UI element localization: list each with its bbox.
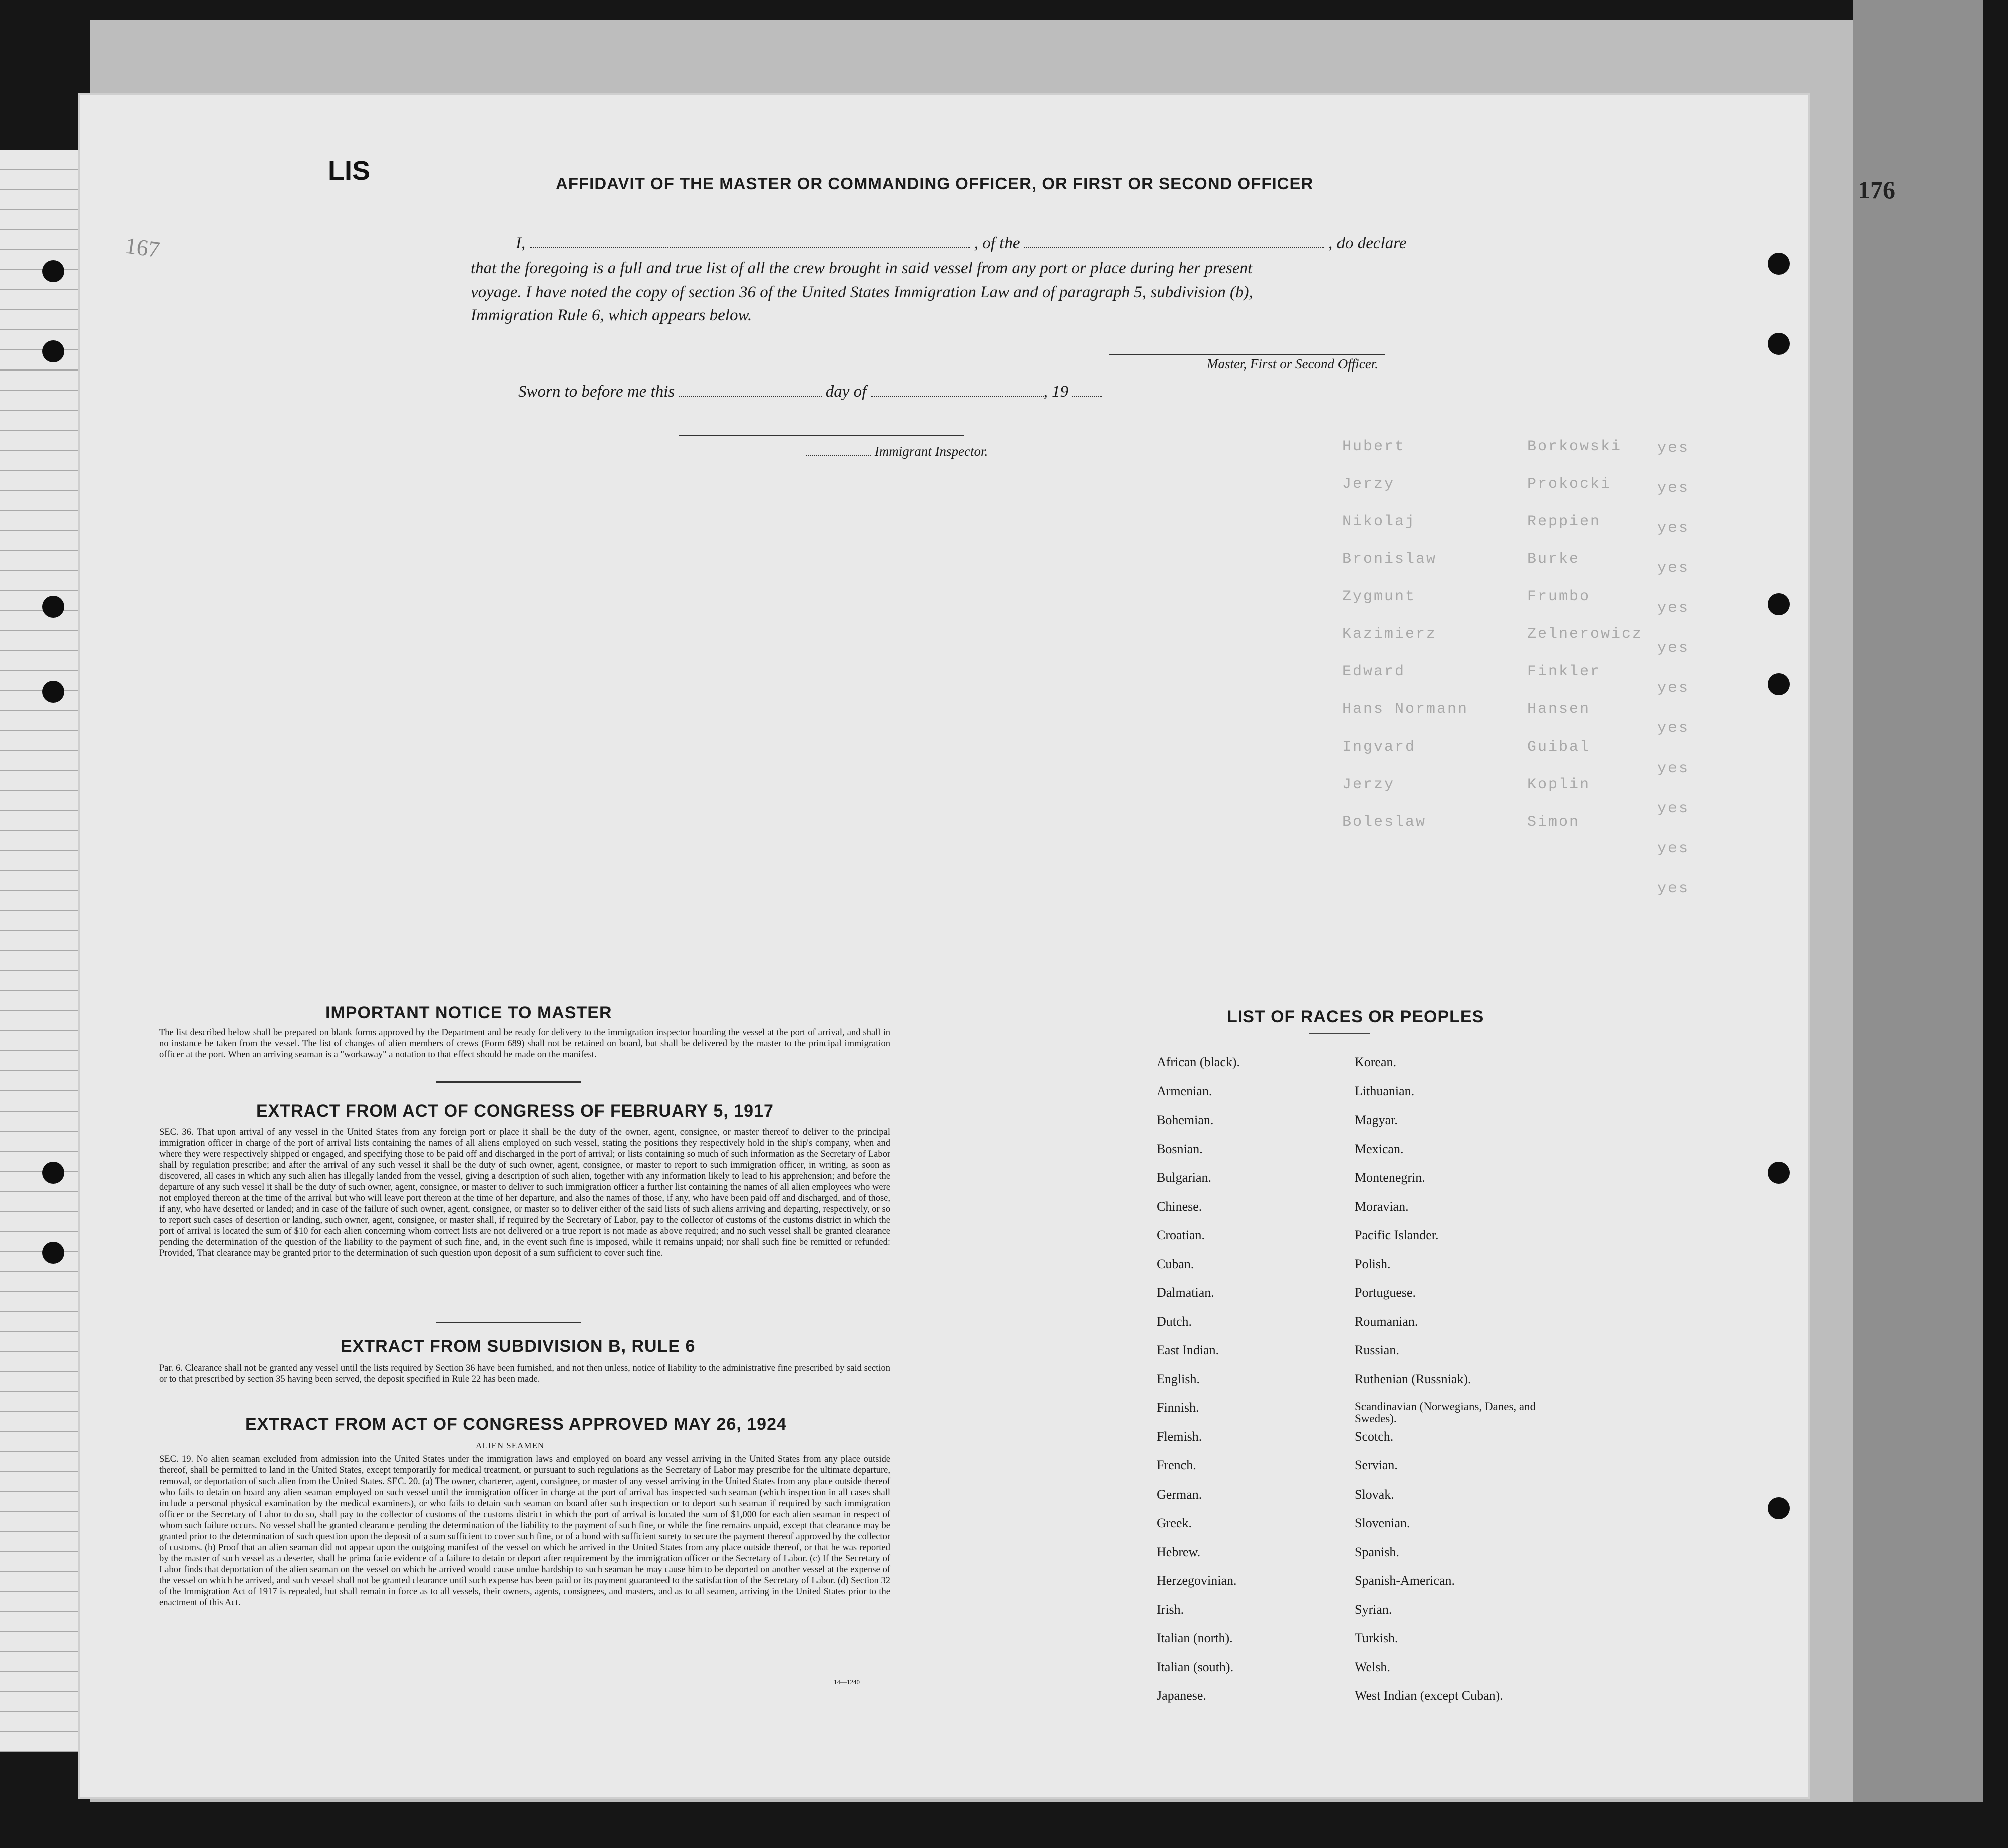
race-item: Irish. — [1157, 1602, 1184, 1617]
act1924-subtitle: ALIEN SEAMEN — [476, 1441, 545, 1450]
race-item: Korean. — [1355, 1055, 1397, 1069]
inspector-caption-text: Immigrant Inspector. — [874, 444, 988, 459]
race-item: Montenegrin. — [1355, 1170, 1425, 1185]
affidavit-i: I, — [516, 234, 526, 252]
race-item: Finnish. — [1157, 1400, 1199, 1415]
act1924-title: EXTRACT FROM ACT OF CONGRESS APPROVED MAY 26, 1924 — [245, 1415, 787, 1434]
race-item: Herzegovinian. — [1157, 1573, 1237, 1588]
form-tag: LIS — [328, 156, 371, 186]
stamp-number: 167 — [123, 232, 162, 263]
race-item: Slovak. — [1355, 1487, 1394, 1502]
race-item: Ruthenian (Russniak). — [1355, 1371, 1471, 1386]
day-of-text: day of — [825, 383, 867, 401]
affidavit-of-the: , of the — [974, 234, 1020, 252]
binder-hole — [1768, 1497, 1790, 1519]
affidavit-line-2: that the foregoing is a full and true list of all the crew brought in said vessel from any port or place during her present — [471, 259, 1253, 277]
race-item: Russian. — [1355, 1343, 1399, 1357]
affidavit-title: AFFIDAVIT OF THE MASTER OR COMMANDING OFFICER, OR FIRST OR SECOND OFFICER — [556, 174, 1314, 193]
binder-hole — [1768, 333, 1790, 355]
races-title-underline — [1309, 1033, 1370, 1034]
race-item: Dalmatian. — [1157, 1285, 1214, 1300]
race-item: Welsh. — [1355, 1659, 1390, 1674]
divider — [436, 1322, 581, 1323]
race-item: Bulgarian. — [1157, 1170, 1212, 1185]
inspector-line — [679, 435, 964, 436]
race-item: Turkish. — [1355, 1631, 1398, 1645]
race-item: Servian. — [1355, 1458, 1398, 1472]
race-item: German. — [1157, 1487, 1202, 1502]
race-item: Lithuanian. — [1355, 1083, 1415, 1098]
race-item: Roumanian. — [1355, 1314, 1418, 1329]
race-item: Cuban. — [1157, 1256, 1194, 1271]
binder-hole — [42, 1162, 64, 1184]
inspector-blank — [806, 455, 871, 456]
sworn-line — [518, 380, 1169, 404]
race-item: Mexican. — [1355, 1141, 1404, 1156]
rule6-text: Par. 6. Clearance shall not be granted any vessel until the lists required by Section 36 have been furnished, and not then unless, notice of liability to the administrative fine prescribed by said section or to that prescribed by section 35 having been served, the deposit specified in Rule 22 has been made. — [159, 1363, 890, 1384]
bleed-through-col-given: Hubert Jerzy Nikolaj Bronislaw Zygmunt Kazimierz Edward Hans Normann Ingvard Jerzy Boleslaw — [1342, 438, 1469, 831]
affidavit-declaration-line — [516, 231, 1427, 255]
race-item: Scandinavian (Norwegians, Danes, and Swedes). — [1355, 1400, 1536, 1425]
affidavit-line-3: voyage. I have noted the copy of section 36 of the United States Immigration Law and of paragraph 5, subdivision (b), — [471, 283, 1253, 301]
race-item: Slovenian. — [1355, 1516, 1410, 1530]
page-number: 176 — [1858, 176, 1895, 204]
race-item: Croatian. — [1157, 1228, 1205, 1242]
binder-hole — [42, 340, 64, 362]
binder-hole — [1768, 253, 1790, 275]
race-item: Magyar. — [1355, 1113, 1398, 1127]
race-item: Flemish. — [1157, 1429, 1202, 1444]
form-code: 14—1240 — [834, 1678, 860, 1686]
binder-hole — [42, 260, 64, 282]
month-blank — [871, 396, 1044, 397]
race-item: French. — [1157, 1458, 1196, 1472]
race-item: Portuguese. — [1355, 1285, 1416, 1300]
races-title: LIST OF RACES OR PEOPLES — [1227, 1007, 1484, 1026]
rule6-title: EXTRACT FROM SUBDIVISION B, RULE 6 — [341, 1337, 696, 1356]
race-item: Italian (north). — [1157, 1631, 1233, 1645]
race-item: Scotch. — [1355, 1429, 1394, 1444]
affidavit-line-4: Immigration Rule 6, which appears below. — [471, 306, 752, 324]
act1924-text: SEC. 19. No alien seaman excluded from admission into the United States under the immigration laws and employed on board any vessel arriving in the United States from any place outside thereof, shall be permitted to land in the United States, except temporarily for medical treatment, or pursuant to such regulations as the Secretary of Labor may prescribe for the ultimate departure, removal, or deportation of such alien from the United States. SEC. 20. (a) The owner, charterer, agent, consignee, or master of any vessel arriving in the United States from any place outside thereof who fails to detain on board any alien seaman employed on such vessel until the immigration officer in charge at the port of arrival has inspected such seaman (which inspection in all cases shall include a personal physical examination by the medical examiners), or who fails to detain such seaman on board after such inspection or to deport such seaman if required by such immigration officer or the Secretary of Labor to do so, shall pay to the collector of customs of the customs district in which the port of arrival is located the sum of $1,000 for each alien seaman in respect of whom such failure occurs. No vessel shall be granted clearance pending the determination of the liability to the payment of such fine, or while the fine remains unpaid, except that clearance may be granted prior to the determination of such question upon the deposit of a sum sufficient to cover such fine, or of a bond with sufficient surety to secure the payment thereof approved by the collector of customs. (b) Proof that an alien seaman did not appear upon the outgoing manifest of the vessel on which he arrived in the United States from any place outside thereof, or that he was reported by the master of such vessel as a deserter, shall be prima facie evidence of a failure to detain or deport after requirement by the immigration officer or the Secretary of Labor. (c) If the Secretary of Labor finds that deportation of the alien seaman on the vessel on which he arrived would cause undue hardship to such seaman he may cause him to be deported on another vessel at the expense of the vessel on which he arrived, and such vessel shall not be granted clearance until such expense has been paid or its payment guaranteed to the satisfaction of the Secretary of Labor. (d) Section 32 of the Immigration Act of 1917 is repealed, but shall remain in force as to all vessels, their owners, agents, consignees, and masters, and as to all seamen, arriving in the United States prior to the enactment of this Act. — [159, 1454, 890, 1608]
race-item: Italian (south). — [1157, 1659, 1234, 1674]
binder-hole — [42, 596, 64, 618]
bleed-through-col-names: Borkowski Prokocki Reppien Burke Frumbo Zelnerowicz Finkler Hansen Guibal Koplin Simon — [1527, 438, 1643, 831]
binder-hole — [1768, 593, 1790, 615]
race-item: African (black). — [1157, 1055, 1240, 1069]
race-item: Bosnian. — [1157, 1141, 1203, 1156]
binder-hole — [42, 1242, 64, 1264]
back-sheet-edge — [1853, 0, 1983, 1802]
binder-hole — [1768, 1162, 1790, 1184]
sworn-text: Sworn to before me this — [518, 383, 675, 401]
race-item: Bohemian. — [1157, 1113, 1214, 1127]
race-item: Spanish-American. — [1355, 1573, 1455, 1588]
affidavit-declare: , do declare — [1328, 234, 1407, 252]
notice-title: IMPORTANT NOTICE TO MASTER — [325, 1003, 612, 1022]
binder-hole — [1768, 673, 1790, 695]
race-item: English. — [1157, 1371, 1200, 1386]
act1917-title: EXTRACT FROM ACT OF CONGRESS OF FEBRUARY 5, 1917 — [256, 1101, 774, 1121]
signature-line — [1109, 354, 1385, 355]
binder-hole — [42, 681, 64, 703]
race-item: Armenian. — [1157, 1083, 1212, 1098]
year-text: , 19 — [1043, 383, 1069, 401]
day-blank — [679, 396, 822, 397]
inspector-caption — [806, 444, 988, 459]
race-item: Pacific Islander. — [1355, 1228, 1439, 1242]
races-right-column — [1355, 1055, 1545, 1718]
race-item: Moravian. — [1355, 1199, 1409, 1214]
race-item: Greek. — [1157, 1516, 1192, 1530]
race-item: Spanish. — [1355, 1544, 1399, 1559]
race-item: East Indian. — [1157, 1343, 1219, 1357]
year-blank — [1072, 396, 1102, 397]
races-left-column — [1157, 1055, 1240, 1718]
race-item: Hebrew. — [1157, 1544, 1201, 1559]
name-blank — [530, 247, 970, 248]
vessel-blank — [1024, 247, 1324, 248]
race-item: Polish. — [1355, 1256, 1391, 1271]
race-item: Dutch. — [1157, 1314, 1192, 1329]
signature-caption: Master, First or Second Officer. — [1207, 356, 1378, 372]
race-item: Japanese. — [1157, 1688, 1206, 1703]
ruled-paper-edge — [0, 150, 90, 1752]
race-item: Chinese. — [1157, 1199, 1202, 1214]
bleed-through-col-yes: yes yes yes yes yes yes yes yes yes yes yes yes — [1657, 440, 1690, 897]
act1917-text: SEC. 36. That upon arrival of any vessel in the United States from any foreign port or place it shall be the duty of the owner, agent, consignee, or master thereof to deliver to the principal immigration officer in charge of the port of arrival lists containing the names of all aliens employed on such vessel, stating the positions they respectively hold in the ship's company, when and where they were respectively shipped or engaged, and specifying those to be paid off and discharged in the port of arrival; or lists containing so much of such information as the Secretary of Labor shall by regulation prescribe; and after the arrival of any such vessel it shall be the duty of such owner, agent, consignee, or master to report to such immigration officer, in writing, as soon as discovered, all cases in which any such alien has illegally landed from the vessel, giving a description of such alien, together with any information likely to lead to his apprehension; and before the departure of any such vessel it shall be the duty of such owner, agent, consignee, or master to deliver to such immigration officer a further list containing the names of all alien employees who were not employed thereon at the time of the arrival but who will leave port thereon at the time of her departure, and also the names of those, if any, who have been paid off and discharged, and of those, if any, who have deserted or landed; and in case of the failure of such owner, agent, consignee, or master so to deliver either of the said lists of such aliens arriving and departing, respectively, or so to report such cases of desertion or landing, such owner, agent, consignee, or master shall, if required by the Secretary of Labor, pay to the collector of customs of the customs district in which the port of arrival is located the sum of $10 for each alien concerning whom correct lists are not delivered or a true report is not made as above required; and no such vessel shall be granted clearance pending the determination of the question of the liability to the payment of such fine, and, in the event such fine is imposed, while it remains unpaid; nor shall such fine be remitted or refunded: Provided, That clearance may be granted prior to the determination of such question upon deposit of a sum sufficient to cover such fine. — [159, 1127, 890, 1258]
divider — [436, 1081, 581, 1083]
race-item: Syrian. — [1355, 1602, 1392, 1617]
notice-text: The list described below shall be prepared on blank forms approved by the Department and be ready for delivery to the immigration inspector boarding the vessel at the port of arrival, and shall in no instance be taken from the vessel. The list of changes of alien members of crews (Form 689) shall not be retained on board, but shall be delivered by the master to the principal immigration officer at the port. When an arriving seaman is a "workaway" a notation to that effect should be made on the manifest. — [159, 1028, 890, 1060]
race-item: West Indian (except Cuban). — [1355, 1688, 1503, 1703]
